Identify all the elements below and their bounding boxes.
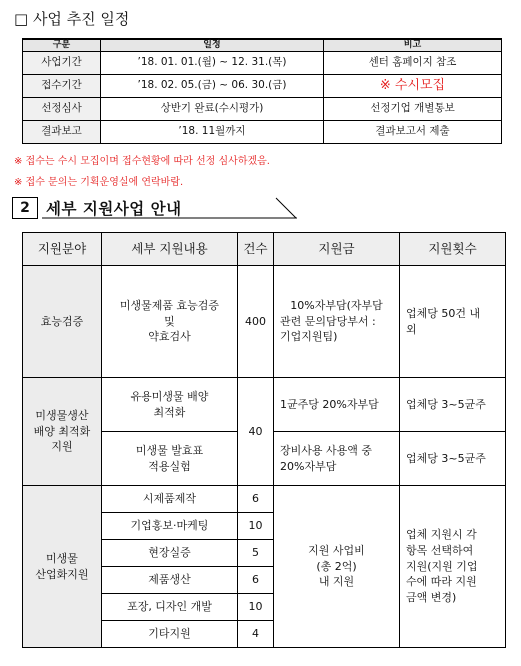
table-row <box>23 121 502 144</box>
times-line: 항목 선택하여 <box>406 543 474 557</box>
detail-line: 최적화 <box>153 405 186 419</box>
table-row <box>23 266 506 378</box>
row-note: 결과보고서 제출 <box>324 121 502 144</box>
amount-line: 관련 문의담당부서 : <box>280 314 376 328</box>
field-line: 산업화지원 <box>35 567 89 581</box>
amount-line: 20%자부담 <box>280 459 337 473</box>
title-underline <box>12 197 297 219</box>
detail-cell <box>102 266 238 378</box>
detail-cell <box>102 378 238 432</box>
detail-line: 미생물 발효표 <box>135 443 204 457</box>
detail-cell: 기업홍보·마케팅 <box>102 513 238 540</box>
table-row <box>23 98 502 121</box>
amount-line: (총 2억) <box>316 559 357 573</box>
col-header: 세부 지원내용 <box>102 233 238 266</box>
table-row <box>23 52 502 75</box>
detail-cell: 기타지원 <box>102 621 238 648</box>
field-line: 미생물 <box>46 551 78 565</box>
col-header: 비고 <box>324 39 502 52</box>
detail-cell: 포장, 디자인 개발 <box>102 594 238 621</box>
col-header: 지원횟수 <box>400 233 506 266</box>
table-row <box>23 378 506 432</box>
detail-line: 및 <box>164 314 175 328</box>
count-cell: 400 <box>238 266 274 378</box>
detail-cell: 시제품제작 <box>102 486 238 513</box>
row-note-highlight: ※ 수시모집 <box>324 75 502 98</box>
times-cell: 업체당 3~5균주 <box>400 432 506 486</box>
amount-cell <box>274 432 400 486</box>
times-cell <box>400 266 506 378</box>
section-title <box>12 197 297 219</box>
row-date: ’18. 02. 05.(금) ~ 06. 30.(금) <box>101 75 324 98</box>
detail-line: 유용미생물 배양 <box>130 389 209 403</box>
table-row <box>23 75 502 98</box>
row-note: 센터 홈페이지 참조 <box>324 52 502 75</box>
row-date: 상반기 완료(수시평가) <box>101 98 324 121</box>
times-cell <box>400 486 506 648</box>
field-cell: 효능검증 <box>23 266 102 378</box>
field-cell <box>23 378 102 486</box>
col-header: 건수 <box>238 233 274 266</box>
count-cell: 4 <box>238 621 274 648</box>
col-header: 구분 <box>23 39 101 52</box>
count-cell: 10 <box>238 513 274 540</box>
schedule-table <box>22 38 502 144</box>
row-label: 사업기간 <box>23 52 101 75</box>
times-line: 업체 지원시 각 <box>406 527 477 541</box>
col-header: 일정 <box>101 39 324 52</box>
amount-cell: 1균주당 20%자부담 <box>274 378 400 432</box>
times-line: 외 <box>406 322 417 336</box>
detail-cell <box>102 432 238 486</box>
note-line: ※ 접수 문의는 기획운영실에 연락바람. <box>14 177 184 188</box>
section-heading: □ 사업 추진 일정 <box>14 10 130 28</box>
detail-line: 미생물제품 효능검증 <box>119 298 220 312</box>
amount-cell <box>274 266 400 378</box>
count-cell: 40 <box>238 378 274 486</box>
row-note: 선정기업 개별통보 <box>324 98 502 121</box>
row-label: 접수기간 <box>23 75 101 98</box>
field-line: 배양 최적화 <box>33 424 91 438</box>
row-label: 선정심사 <box>23 98 101 121</box>
section-title-text: 세부 지원사업 안내 <box>46 200 182 218</box>
amount-cell <box>274 486 400 648</box>
times-line: 업체당 50건 내 <box>406 306 481 320</box>
table-row <box>23 486 506 513</box>
amount-line: 기업지원팀) <box>280 330 338 344</box>
row-label: 결과보고 <box>23 121 101 144</box>
detail-cell: 제품생산 <box>102 567 238 594</box>
times-line: 지원(지원 기업 <box>406 559 478 573</box>
detail-line: 약효검사 <box>148 330 191 344</box>
row-date: ’18. 11월까지 <box>101 121 324 144</box>
detail-line: 적용실험 <box>148 459 191 473</box>
col-header: 지원금 <box>274 233 400 266</box>
times-line: 금액 변경) <box>406 591 457 605</box>
count-cell: 10 <box>238 594 274 621</box>
row-date: ’18. 01. 01.(월) ~ 12. 31.(목) <box>101 52 324 75</box>
section-number: 2 <box>12 197 38 219</box>
amount-line: 내 지원 <box>318 575 355 589</box>
count-cell: 5 <box>238 540 274 567</box>
count-cell: 6 <box>238 567 274 594</box>
count-cell: 6 <box>238 486 274 513</box>
amount-line: 10%자부담(자부담 <box>290 298 383 312</box>
support-table <box>22 232 506 648</box>
amount-line: 장비사용 사용액 중 <box>280 443 373 457</box>
detail-cell: 현장실증 <box>102 540 238 567</box>
col-header: 지원분야 <box>23 233 102 266</box>
note-line: ※ 접수는 수시 모집이며 접수현황에 따라 선정 심사하겠음. <box>14 156 270 167</box>
times-line: 수에 따라 지원 <box>406 575 477 589</box>
field-line: 미생물생산 <box>35 408 89 422</box>
field-cell <box>23 486 102 648</box>
amount-line: 지원 사업비 <box>308 543 365 557</box>
field-line: 지원 <box>51 440 73 454</box>
times-cell: 업체당 3~5균주 <box>400 378 506 432</box>
